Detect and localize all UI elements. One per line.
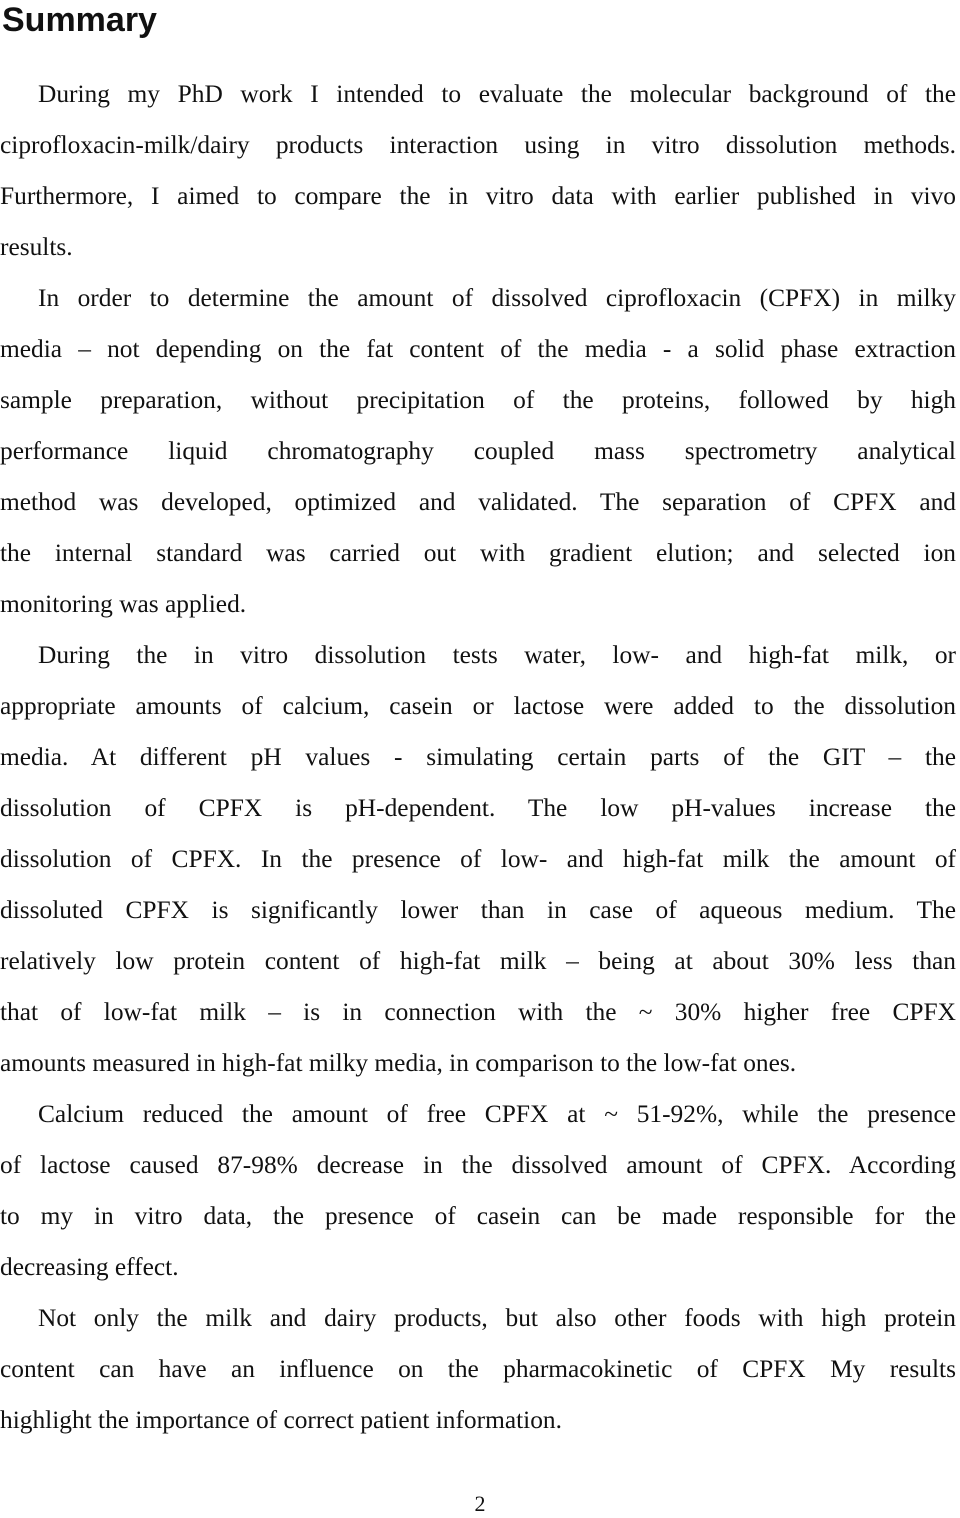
text-line: method was developed, optimized and validated. The separation of CPFX and — [0, 488, 956, 516]
text-line: media – not depending on the fat content of the media - a solid phase extraction — [0, 335, 956, 363]
page-title: Summary — [2, 1, 157, 39]
text-line: dissolution of CPFX. In the presence of low- and high-fat milk the amount of — [0, 845, 956, 873]
text-line: content can have an influence on the pharmacokinetic of CPFX My results — [0, 1355, 956, 1383]
page-number: 2 — [474, 1491, 486, 1516]
text-line: that of low-fat milk – is in connection with the ~ 30% higher free CPFX — [0, 998, 956, 1026]
text-line: media. At different pH values - simulating certain parts of the GIT – the — [0, 743, 956, 771]
text-line: monitoring was applied. — [0, 590, 247, 618]
text-line: to my in vitro data, the presence of casein can be made responsible for the — [0, 1202, 956, 1230]
text-line: results. — [0, 233, 73, 261]
text-line: appropriate amounts of calcium, casein or lactose were added to the dissolution — [0, 692, 956, 720]
text-line: During my PhD work I intended to evaluate the molecular background of the — [38, 80, 956, 108]
text-line: highlight the importance of correct patient information. — [0, 1406, 562, 1434]
text-line: dissoluted CPFX is significantly lower than in case of aqueous medium. The — [0, 896, 956, 924]
text-line: Not only the milk and dairy products, but also other foods with high protein — [38, 1304, 956, 1332]
text-line: sample preparation, without precipitation of the proteins, followed by high — [0, 386, 956, 414]
text-line: ciprofloxacin-milk/dairy products interaction using in vitro dissolution methods. — [0, 131, 956, 159]
text-line: amounts measured in high-fat milky media, in comparison to the low-fat ones. — [0, 1049, 797, 1077]
text-line: the internal standard was carried out with gradient elution; and selected ion — [0, 539, 956, 567]
text-line: relatively low protein content of high-fat milk – being at about 30% less than — [0, 947, 956, 975]
text-line: dissolution of CPFX is pH-dependent. The low pH-values increase the — [0, 794, 956, 822]
text-line: Furthermore, I aimed to compare the in vitro data with earlier published in vivo — [0, 182, 956, 210]
text-line: of lactose caused 87-98% decrease in the dissolved amount of CPFX. According — [0, 1151, 956, 1179]
text-line: During the in vitro dissolution tests water, low- and high-fat milk, or — [38, 641, 956, 669]
text-line: performance liquid chromatography coupled mass spectrometry analytical — [0, 437, 956, 465]
text-line: Calcium reduced the amount of free CPFX at ~ 51-92%, while the presence — [38, 1100, 956, 1128]
text-line: In order to determine the amount of dissolved ciprofloxacin (CPFX) in milky — [38, 284, 956, 312]
text-line: decreasing effect. — [0, 1253, 179, 1281]
